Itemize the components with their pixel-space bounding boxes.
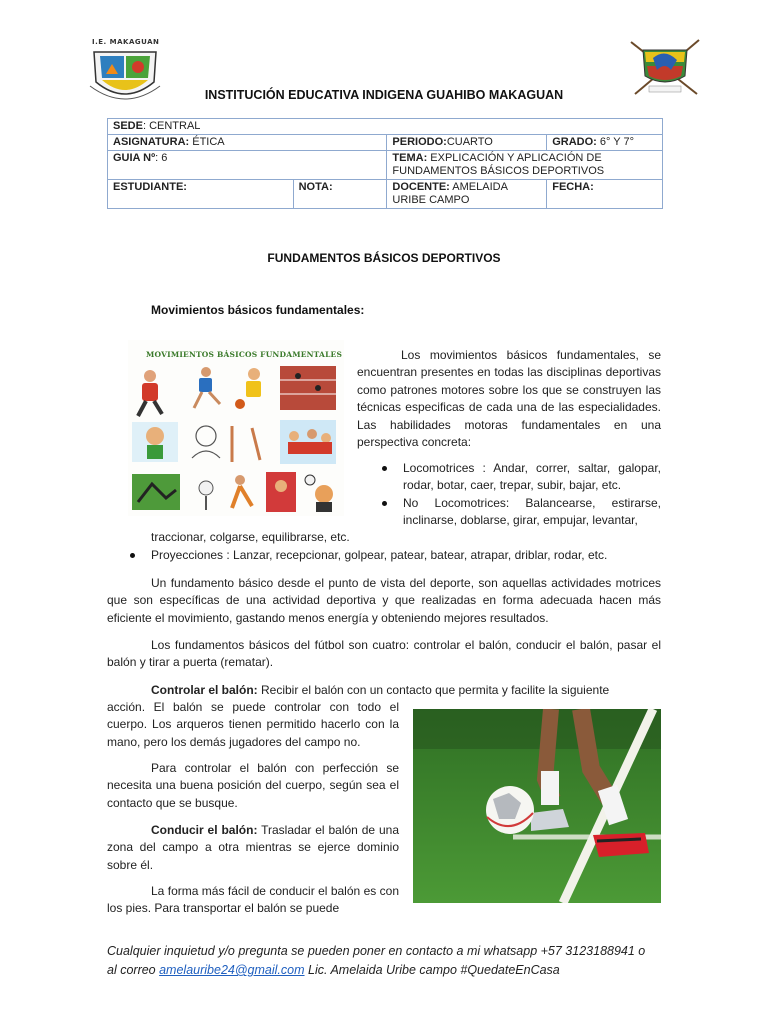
- fecha-cell: [547, 180, 663, 209]
- controlar-text-line1: Recibir el balón con un contacto que permita y facilite la siguiente: [257, 683, 610, 697]
- table-row: [108, 135, 663, 151]
- sede-value: : CENTRAL: [142, 120, 201, 132]
- sede-label: SEDE: [113, 120, 143, 132]
- periodo-value: CUARTO: [446, 136, 493, 148]
- soccer-ball-photo: [413, 709, 661, 903]
- asignatura-value: ÉTICA: [189, 136, 225, 148]
- asignatura-cell: [108, 135, 387, 151]
- footer-line2-prefix: al correo: [107, 963, 160, 977]
- conducir-paragraph: [107, 822, 399, 874]
- conducir-label: Conducir el balón:: [151, 823, 258, 837]
- institution-title: INSTITUCIÓN EDUCATIVA INDIGENA GUAHIBO MAKAGUAN: [204, 88, 564, 102]
- movements-collage-image: [128, 340, 344, 516]
- bullet-proyecciones: Proyecciones : Lanzar, recepcionar, golpear, patear, batear, atrapar, driblar, rodar, etc.: [151, 548, 608, 562]
- footer-line2: [107, 961, 667, 980]
- guia-cell: [108, 151, 387, 180]
- soccer-player-icon: [413, 709, 661, 903]
- estudiante-cell: [108, 180, 294, 209]
- footer-line2-suffix: Lic. Amelaida Uribe campo #QuedateEnCasa: [304, 963, 560, 977]
- docente-label: DOCENTE:: [392, 181, 450, 193]
- controlar-text: acción. El balón se puede controlar con todo el cuerpo. Los arqueros tienen permitido hacerlo con la mano, pero los demás jugadores del campo no.: [107, 700, 399, 749]
- email-link[interactable]: amelauribe24@gmail.com: [159, 963, 305, 977]
- bullet-no-locomotrices-continued: traccionar, colgarse, equilibrarse, etc.: [151, 530, 350, 544]
- bullet-icon: [130, 553, 135, 558]
- table-row: [108, 151, 663, 180]
- bullet-icon: [382, 466, 387, 471]
- nota-label: NOTA:: [298, 181, 333, 193]
- footer-contact: [107, 942, 667, 980]
- periodo-label: PERIODO:: [392, 136, 447, 148]
- bullet-locomotrices: Locomotrices : Andar, correr, saltar, galopar, rodar, botar, caer, trepar, subir, bajar, etc.: [403, 461, 661, 493]
- estudiante-label: ESTUDIANTE:: [113, 181, 187, 193]
- docente-value: AMELAIDA URIBE CAMPO: [392, 181, 508, 206]
- controlar-paragraph2: Para controlar el balón con perfección se necesita una buena posición del cuerpo, según sea el contacto que se busque.: [107, 761, 399, 810]
- grado-value: 6° Y 7°: [596, 136, 634, 148]
- tema-cell: [387, 151, 663, 180]
- tema-label: TEMA:: [392, 152, 428, 164]
- conducir-text: Trasladar el balón de una zona del campo a otra mientras se ejerce dominio sobre él.: [107, 823, 399, 872]
- logo-left-text: I.E. MAKAGUAN: [92, 38, 160, 46]
- athletes-illustration-icon: [128, 340, 344, 516]
- nota-cell: [293, 180, 387, 209]
- docente-cell: [387, 180, 547, 209]
- sede-cell: [108, 119, 663, 135]
- controlar-label: Controlar el balón:: [151, 683, 258, 697]
- table-row: [108, 180, 663, 209]
- collage-title: MOVIMIENTOS BÁSICOS FUNDAMENTALES: [146, 350, 343, 359]
- fecha-label: FECHA:: [552, 181, 594, 193]
- grado-label: GRADO:: [552, 136, 597, 148]
- header-table: [107, 118, 663, 209]
- conducir-paragraph2: La forma más fácil de conducir el balón es con los pies. Para transportar el balón se puede: [107, 884, 399, 916]
- fundamento-paragraph: Un fundamento básico desde el punto de vista del deporte, son aquellas actividades motrices que son específicas de una actividad deportiva y que realizadas en forma adecuada hacen más eficiente el movimiento, gastando menos energía y obteniendo mejores resultados.: [107, 576, 661, 625]
- periodo-cell: [387, 135, 547, 151]
- table-row: [108, 119, 663, 135]
- guia-value: : 6: [155, 152, 168, 164]
- bullet-icon: [382, 501, 387, 506]
- guia-label: GUIA Nº: [113, 152, 156, 164]
- bullet-no-locomotrices: No Locomotrices: Balancearse, estirarse, inclinarse, doblarse, girar, empujar, levantar,: [403, 496, 661, 528]
- footer-line1: Cualquier inquietud y/o pregunta se pueden poner en contacto a mi whatsapp +57 3123188941 o: [107, 944, 646, 958]
- futbol-paragraph: Los fundamentos básicos del fútbol son cuatro: controlar el balón, conducir el balón, pasar el balón y tirar a puerta (rematar).: [107, 638, 661, 670]
- controlar-line1: [151, 682, 661, 699]
- intro-paragraph: Los movimientos básicos fundamentales, se encuentran presentes en todas las disciplinas deportivas como patrones motores sobre los que se construyen las técnicas especificas de cada una de las especialidades. Las habilidades motoras fundamentales en una perspectiva concreta:: [357, 348, 661, 450]
- asignatura-label: ASIGNATURA:: [113, 136, 190, 148]
- grado-cell: [547, 135, 663, 151]
- subtitle: Movimientos básicos fundamentales:: [151, 303, 365, 317]
- tema-value: EXPLICACIÓN Y APLICACIÓN DE FUNDAMENTOS BÁSICOS DEPORTIVOS: [392, 152, 605, 177]
- section-title: FUNDAMENTOS BÁSICOS DEPORTIVOS: [267, 251, 501, 265]
